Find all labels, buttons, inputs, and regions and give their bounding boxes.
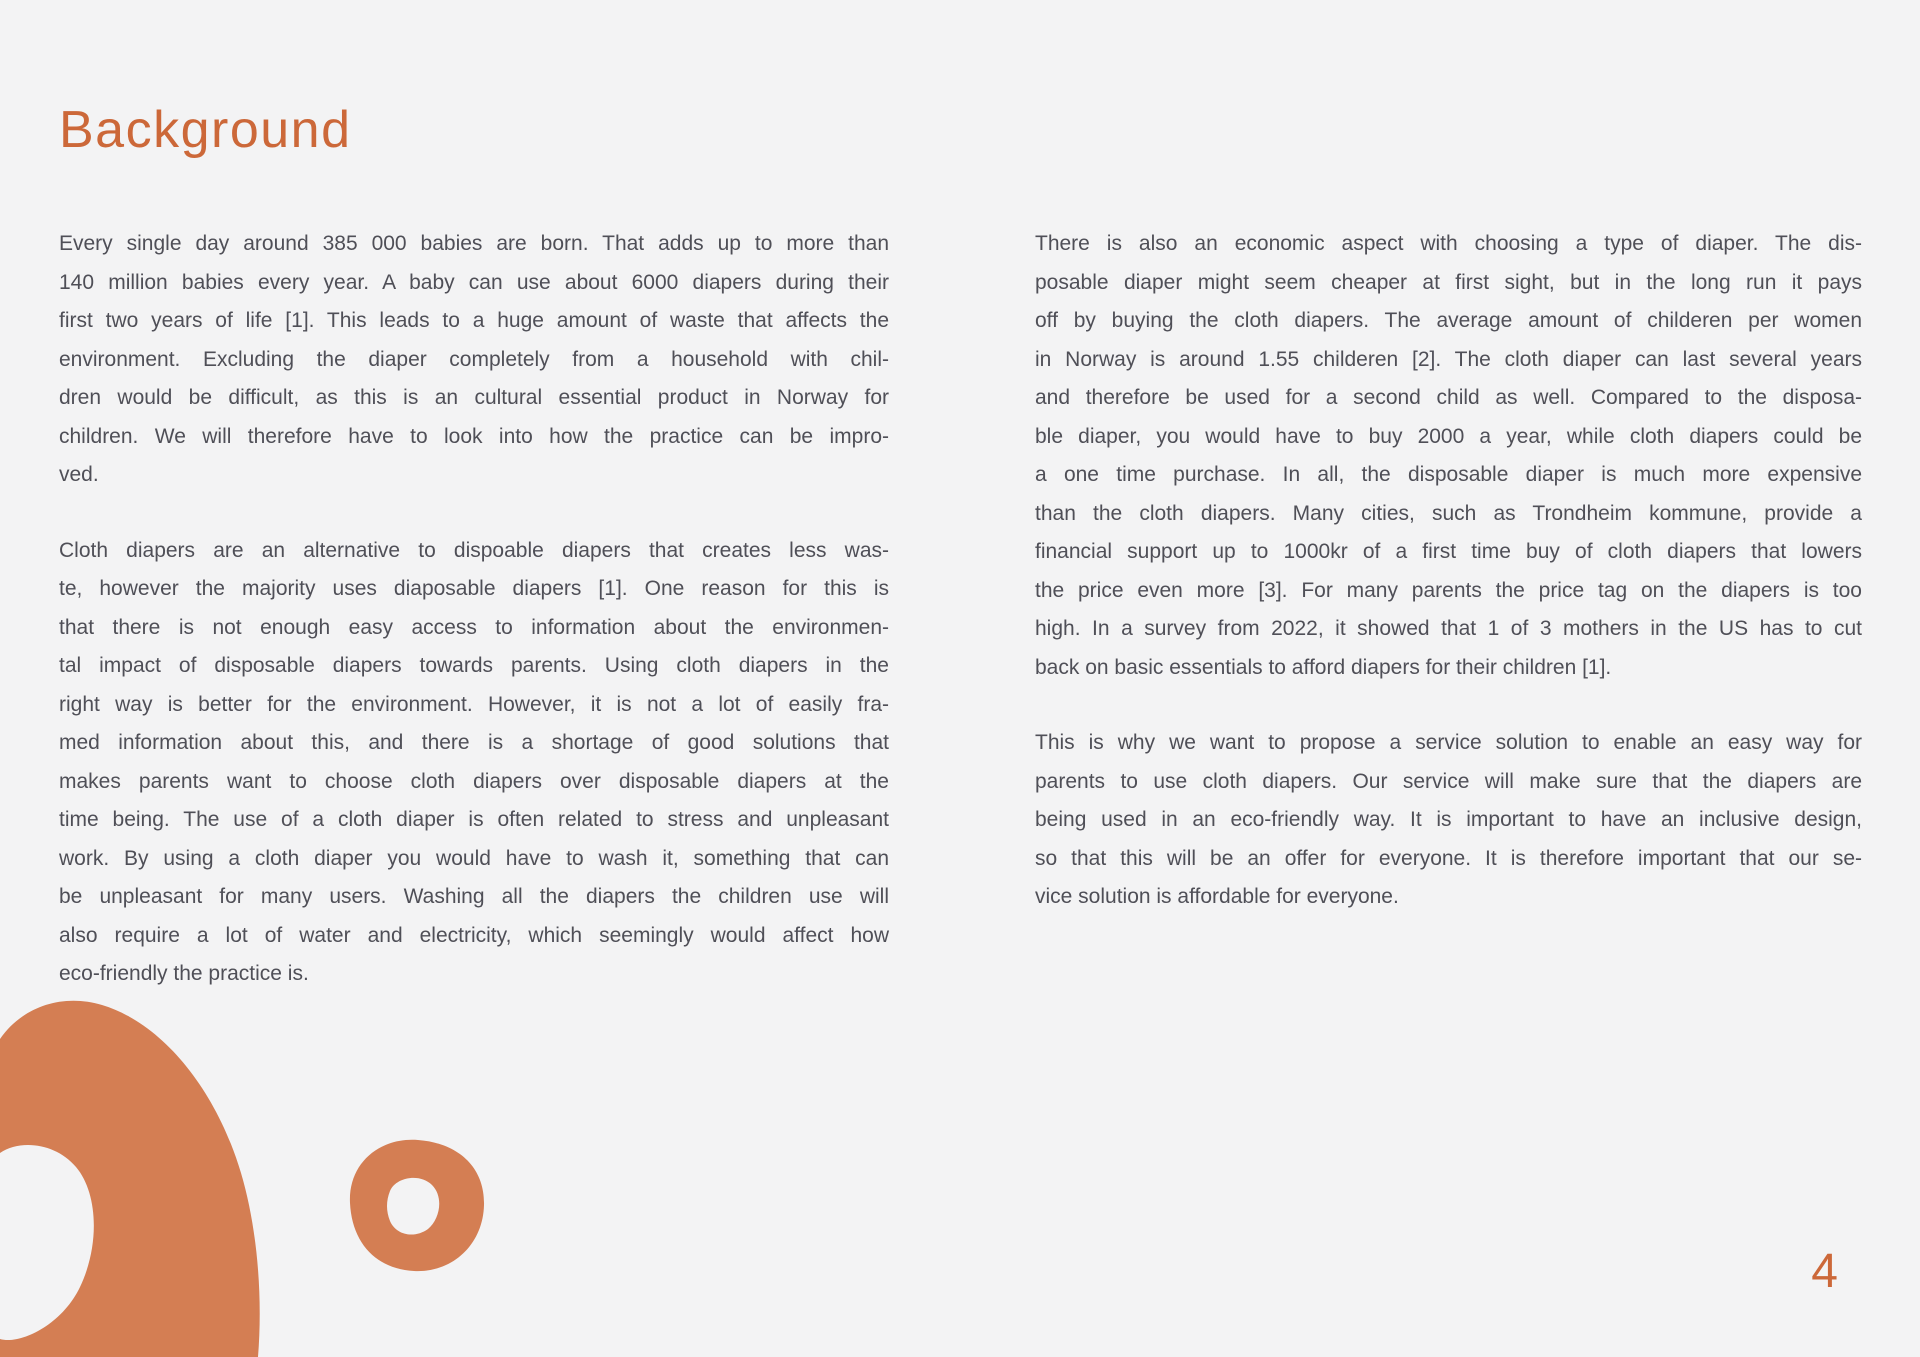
text-line: and therefore be used for a second child as well. Compared to the disposa- [1035,386,1862,409]
text-line: vice solution is affordable for everyone. [1035,885,1399,908]
text-line: Every single day around 385 000 babies are born. That adds up to more than [59,232,889,255]
text-line: right way is better for the environment. However, it is not a lot of easily fra- [59,692,889,716]
text-line: off by buying the cloth diapers. The average amount of childeren per women [1035,309,1862,332]
text-line: in Norway is around 1.55 childeren [2]. The cloth diaper can last several years [1035,347,1862,371]
paragraph [1035,724,1862,917]
text-line: back on basic essentials to afford diapers for their children [1]. [1035,655,1612,679]
text-line: 140 million babies every year. A baby can use about 6000 diapers during their [59,270,889,294]
text-line: work. By using a cloth diaper you would have to wash it, something that can [59,846,889,870]
decorative-blob-large [0,1001,260,1357]
text-line: a one time purchase. In all, the disposable diaper is much more expensive [1035,463,1862,486]
text-line: being used in an eco-friendly way. It is important to have an inclusive design, [1035,808,1862,831]
paragraph [59,532,889,994]
text-line: children. We will therefore have to look into how the practice can be impro- [59,424,889,448]
text-line: environment. Excluding the diaper completely from a household with chil- [59,347,889,371]
text-line: time being. The use of a cloth diaper is often related to stress and unpleasant [59,808,889,831]
text-line: also require a lot of water and electricity, which seemingly would affect how [59,923,889,947]
text-line: high. In a survey from 2022, it showed that 1 of 3 mothers in the US has to cut [1035,617,1862,640]
text-line: eco-friendly the practice is. [59,962,309,985]
text-line: ved. [59,463,99,486]
text-line: posable diaper might seem cheaper at first sight, but in the long run it pays [1035,270,1862,294]
decorative-blob-small [350,1140,484,1271]
text-line: be unpleasant for many users. Washing all the diapers the children use will [59,885,889,908]
paragraph [59,225,889,495]
page-title: Background [59,101,352,159]
text-line: parents to use cloth diapers. Our service will make sure that the diapers are [1035,769,1862,793]
text-line: te, however the majority uses diaposable diapers [1]. One reason for this is [59,577,889,600]
text-line: Cloth diapers are an alternative to dispoable diapers that creates less was- [59,538,889,562]
text-line: This is why we want to propose a service solution to enable an easy way for [1035,731,1862,754]
text-line: than the cloth diapers. Many cities, such as Trondheim kommune, provide a [1035,501,1862,525]
text-line: the price even more [3]. For many parents the price tag on the diapers is too [1035,578,1862,602]
text-line: dren would be difficult, as this is an cultural essential product in Norway for [59,386,889,409]
text-line: There is also an economic aspect with choosing a type of diaper. The dis- [1035,232,1862,255]
text-line: tal impact of disposable diapers towards parents. Using cloth diapers in the [59,654,889,677]
paragraph [1035,225,1862,687]
text-line: makes parents want to choose cloth diapers over disposable diapers at the [59,769,889,793]
text-line: financial support up to 1000kr of a first time buy of cloth diapers that lowers [1035,540,1862,563]
text-line: med information about this, and there is a shortage of good solutions that [59,731,889,754]
text-line: first two years of life [1]. This leads to a huge amount of waste that affects the [59,309,889,332]
page-number: 4 [1811,1245,1838,1298]
decorative-blobs [0,995,500,1357]
left-text-column [59,225,889,1031]
right-text-column [1035,225,1862,954]
text-line: that there is not enough easy access to information about the environmen- [59,615,889,639]
text-line: so that this will be an offer for everyone. It is therefore important that our se- [1035,846,1862,870]
text-line: ble diaper, you would have to buy 2000 a year, while cloth diapers could be [1035,424,1862,448]
